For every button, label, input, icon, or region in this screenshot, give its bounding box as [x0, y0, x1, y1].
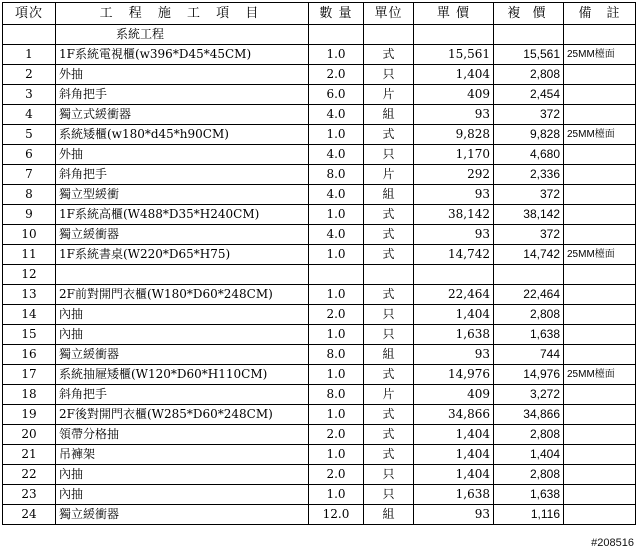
- cell-unit-price: 1,404: [414, 425, 494, 445]
- table-row: [3, 285, 636, 305]
- cell-item-no: 12: [3, 265, 56, 285]
- cell-total-price: 2,808: [494, 465, 564, 485]
- cell-unit: 片: [364, 385, 414, 405]
- cell-note: [564, 345, 636, 365]
- cell-note: [564, 505, 636, 525]
- table-row: [3, 205, 636, 225]
- cell-unit-price: 1,638: [414, 485, 494, 505]
- cell-note: [564, 65, 636, 85]
- cell-item-no: 20: [3, 425, 56, 445]
- cell-total-price: 2,808: [494, 305, 564, 325]
- cell-item-name: 獨立緩衝器: [56, 345, 309, 365]
- cell-unit: 式: [364, 405, 414, 425]
- cell-unit-price: 409: [414, 85, 494, 105]
- cell-quantity: 12.0: [309, 505, 364, 525]
- section-cell-total: [494, 25, 564, 45]
- table-row: [3, 305, 636, 325]
- cell-item-name: 內抽: [56, 325, 309, 345]
- cell-total-price: 22,464: [494, 285, 564, 305]
- cell-item-no: 16: [3, 345, 56, 365]
- cell-note: [564, 405, 636, 425]
- cell-item-name: 斜角把手: [56, 385, 309, 405]
- cell-item-name: [56, 265, 309, 285]
- cell-unit: 式: [364, 285, 414, 305]
- cell-total-price: 372: [494, 225, 564, 245]
- cell-note: [564, 105, 636, 125]
- table-row: [3, 425, 636, 445]
- cell-unit: 只: [364, 305, 414, 325]
- cell-note: [564, 305, 636, 325]
- cell-unit: 只: [364, 465, 414, 485]
- cell-unit-price: 93: [414, 185, 494, 205]
- table-row: [3, 125, 636, 145]
- cell-unit: 式: [364, 365, 414, 385]
- cell-unit: 只: [364, 65, 414, 85]
- table-row: [3, 105, 636, 125]
- cell-item-name: 1F系統書桌(W220*D65*H75): [56, 245, 309, 265]
- cell-item-no: 7: [3, 165, 56, 185]
- quotation-table: [2, 2, 636, 525]
- table-row: [3, 185, 636, 205]
- cell-note: [564, 425, 636, 445]
- cell-total-price: 38,142: [494, 205, 564, 225]
- cell-unit-price: 34,866: [414, 405, 494, 425]
- cell-note: [564, 285, 636, 305]
- cell-note: [564, 385, 636, 405]
- cell-quantity: [309, 265, 364, 285]
- cell-total-price: 3,272: [494, 385, 564, 405]
- cell-item-name: 獨立型緩衝: [56, 185, 309, 205]
- cell-item-no: 17: [3, 365, 56, 385]
- header-quantity: 數 量: [309, 3, 364, 25]
- cell-unit: 式: [364, 245, 414, 265]
- cell-item-name: 獨立緩衝器: [56, 225, 309, 245]
- section-cell-price: [414, 25, 494, 45]
- cell-unit-price: 1,170: [414, 145, 494, 165]
- cell-item-no: 23: [3, 485, 56, 505]
- cell-item-no: 14: [3, 305, 56, 325]
- cell-total-price: 34,866: [494, 405, 564, 425]
- table-row: [3, 265, 636, 285]
- cell-unit-price: 93: [414, 105, 494, 125]
- section-row: [3, 25, 636, 45]
- table-row: [3, 405, 636, 425]
- cell-item-name: 2F前對開門衣櫃(W180*D60*248CM): [56, 285, 309, 305]
- table-row: [3, 505, 636, 525]
- section-title: 系統工程: [56, 25, 309, 45]
- header-item-name: 工 程 施 工 項 目: [56, 3, 309, 25]
- cell-total-price: 1,638: [494, 325, 564, 345]
- header-unit-price: 單 價: [414, 3, 494, 25]
- cell-item-name: 1F系統高櫃(W488*D35*H240CM): [56, 205, 309, 225]
- cell-note: 25MM檯面: [564, 125, 636, 145]
- cell-unit: 片: [364, 85, 414, 105]
- cell-quantity: 8.0: [309, 165, 364, 185]
- cell-note: [564, 325, 636, 345]
- cell-item-no: 13: [3, 285, 56, 305]
- cell-item-no: 1: [3, 45, 56, 65]
- cell-quantity: 8.0: [309, 345, 364, 365]
- cell-item-name: 系統抽屜矮櫃(W120*D60*H110CM): [56, 365, 309, 385]
- header-note: 備 註: [564, 3, 636, 25]
- cell-unit-price: 1,638: [414, 325, 494, 345]
- cell-total-price: 1,404: [494, 445, 564, 465]
- cell-unit: 式: [364, 125, 414, 145]
- cell-unit: 式: [364, 45, 414, 65]
- cell-item-name: 2F後對開門衣櫃(W285*D60*248CM): [56, 405, 309, 425]
- cell-item-name: 斜角把手: [56, 85, 309, 105]
- cell-unit-price: 1,404: [414, 305, 494, 325]
- table-row: [3, 85, 636, 105]
- cell-unit: 只: [364, 485, 414, 505]
- cell-note: [564, 165, 636, 185]
- cell-total-price: 744: [494, 345, 564, 365]
- cell-unit: 片: [364, 165, 414, 185]
- cell-unit: 式: [364, 205, 414, 225]
- cell-total-price: 9,828: [494, 125, 564, 145]
- cell-note: [564, 205, 636, 225]
- header-total-price: 複 價: [494, 3, 564, 25]
- cell-item-no: 3: [3, 85, 56, 105]
- cell-quantity: 2.0: [309, 65, 364, 85]
- table-row: [3, 145, 636, 165]
- cell-note: 25MM檯面: [564, 245, 636, 265]
- cell-note: 25MM檯面: [564, 45, 636, 65]
- cell-item-no: 15: [3, 325, 56, 345]
- cell-item-no: 2: [3, 65, 56, 85]
- cell-item-name: 斜角把手: [56, 165, 309, 185]
- cell-item-no: 19: [3, 405, 56, 425]
- cell-quantity: 1.0: [309, 405, 364, 425]
- cell-item-name: 獨立緩衝器: [56, 505, 309, 525]
- cell-unit: [364, 265, 414, 285]
- cell-quantity: 6.0: [309, 85, 364, 105]
- cell-total-price: 14,742: [494, 245, 564, 265]
- cell-total-price: 2,808: [494, 425, 564, 445]
- cell-quantity: 1.0: [309, 45, 364, 65]
- cell-unit: 組: [364, 105, 414, 125]
- header-item-no: 項次: [3, 3, 56, 25]
- cell-total-price: 4,680: [494, 145, 564, 165]
- cell-total-price: 14,976: [494, 365, 564, 385]
- table-row: [3, 465, 636, 485]
- cell-item-no: 11: [3, 245, 56, 265]
- cell-total-price: 2,454: [494, 85, 564, 105]
- cell-quantity: 1.0: [309, 445, 364, 465]
- cell-item-name: 吊褲架: [56, 445, 309, 465]
- cell-note: [564, 485, 636, 505]
- cell-item-no: 10: [3, 225, 56, 245]
- cell-note: [564, 145, 636, 165]
- cell-unit-price: 14,742: [414, 245, 494, 265]
- cell-unit-price: 292: [414, 165, 494, 185]
- cell-unit-price: [414, 265, 494, 285]
- cell-item-no: 4: [3, 105, 56, 125]
- cell-item-name: 外抽: [56, 145, 309, 165]
- cell-unit: 只: [364, 145, 414, 165]
- cell-item-name: 外抽: [56, 65, 309, 85]
- cell-total-price: 372: [494, 105, 564, 125]
- cell-note: [564, 225, 636, 245]
- cell-quantity: 8.0: [309, 385, 364, 405]
- cell-unit-price: 1,404: [414, 445, 494, 465]
- cell-unit-price: 93: [414, 345, 494, 365]
- cell-quantity: 2.0: [309, 465, 364, 485]
- table-row: [3, 165, 636, 185]
- cell-unit-price: 409: [414, 385, 494, 405]
- cell-total-price: [494, 265, 564, 285]
- cell-item-name: 領帶分格抽: [56, 425, 309, 445]
- cell-unit-price: 1,404: [414, 65, 494, 85]
- cell-item-no: 21: [3, 445, 56, 465]
- cell-item-no: 8: [3, 185, 56, 205]
- cell-unit: 組: [364, 505, 414, 525]
- table-row: [3, 65, 636, 85]
- image-watermark: #208516: [591, 537, 634, 549]
- cell-total-price: 1,116: [494, 505, 564, 525]
- cell-unit-price: 1,404: [414, 465, 494, 485]
- cell-total-price: 1,638: [494, 485, 564, 505]
- cell-unit-price: 93: [414, 505, 494, 525]
- cell-unit-price: 22,464: [414, 285, 494, 305]
- cell-note: [564, 185, 636, 205]
- cell-unit-price: 9,828: [414, 125, 494, 145]
- table-row: [3, 45, 636, 65]
- cell-quantity: 1.0: [309, 125, 364, 145]
- cell-quantity: 1.0: [309, 245, 364, 265]
- cell-item-name: 內抽: [56, 465, 309, 485]
- cell-quantity: 2.0: [309, 305, 364, 325]
- cell-note: [564, 85, 636, 105]
- cell-unit-price: 93: [414, 225, 494, 245]
- table-row: [3, 325, 636, 345]
- cell-unit: 組: [364, 345, 414, 365]
- cell-unit: 式: [364, 425, 414, 445]
- cell-quantity: 1.0: [309, 365, 364, 385]
- section-cell-no: [3, 25, 56, 45]
- cell-item-no: 22: [3, 465, 56, 485]
- cell-quantity: 4.0: [309, 225, 364, 245]
- table-row: [3, 485, 636, 505]
- cell-unit: 式: [364, 445, 414, 465]
- section-cell-note: [564, 25, 636, 45]
- cell-unit: 式: [364, 225, 414, 245]
- cell-item-name: 系統矮櫃(w180*d45*h90CM): [56, 125, 309, 145]
- section-cell-qty: [309, 25, 364, 45]
- cell-item-no: 9: [3, 205, 56, 225]
- cell-total-price: 2,808: [494, 65, 564, 85]
- cell-item-no: 18: [3, 385, 56, 405]
- cell-item-no: 6: [3, 145, 56, 165]
- table-row: [3, 385, 636, 405]
- cell-unit-price: 38,142: [414, 205, 494, 225]
- cell-quantity: 1.0: [309, 325, 364, 345]
- cell-quantity: 1.0: [309, 485, 364, 505]
- header-unit: 單位: [364, 3, 414, 25]
- cell-item-no: 24: [3, 505, 56, 525]
- table-row: [3, 245, 636, 265]
- cell-total-price: 2,336: [494, 165, 564, 185]
- cell-unit-price: 14,976: [414, 365, 494, 385]
- cell-quantity: 1.0: [309, 205, 364, 225]
- cell-note: 25MM檯面: [564, 365, 636, 385]
- header-row: [3, 3, 636, 25]
- table-row: [3, 365, 636, 385]
- cell-unit: 只: [364, 325, 414, 345]
- cell-quantity: 4.0: [309, 145, 364, 165]
- cell-item-name: 獨立式緩衝器: [56, 105, 309, 125]
- table-row: [3, 345, 636, 365]
- table-row: [3, 225, 636, 245]
- cell-item-no: 5: [3, 125, 56, 145]
- cell-quantity: 4.0: [309, 105, 364, 125]
- cell-total-price: 372: [494, 185, 564, 205]
- section-cell-unit: [364, 25, 414, 45]
- table-row: [3, 445, 636, 465]
- cell-unit-price: 15,561: [414, 45, 494, 65]
- cell-item-name: 內抽: [56, 305, 309, 325]
- cell-unit: 組: [364, 185, 414, 205]
- cell-item-name: 內抽: [56, 485, 309, 505]
- cell-note: [564, 445, 636, 465]
- cell-note: [564, 465, 636, 485]
- cell-note: [564, 265, 636, 285]
- cell-quantity: 2.0: [309, 425, 364, 445]
- cell-item-name: 1F系統電視櫃(w396*D45*45CM): [56, 45, 309, 65]
- cell-quantity: 4.0: [309, 185, 364, 205]
- cell-total-price: 15,561: [494, 45, 564, 65]
- cell-quantity: 1.0: [309, 285, 364, 305]
